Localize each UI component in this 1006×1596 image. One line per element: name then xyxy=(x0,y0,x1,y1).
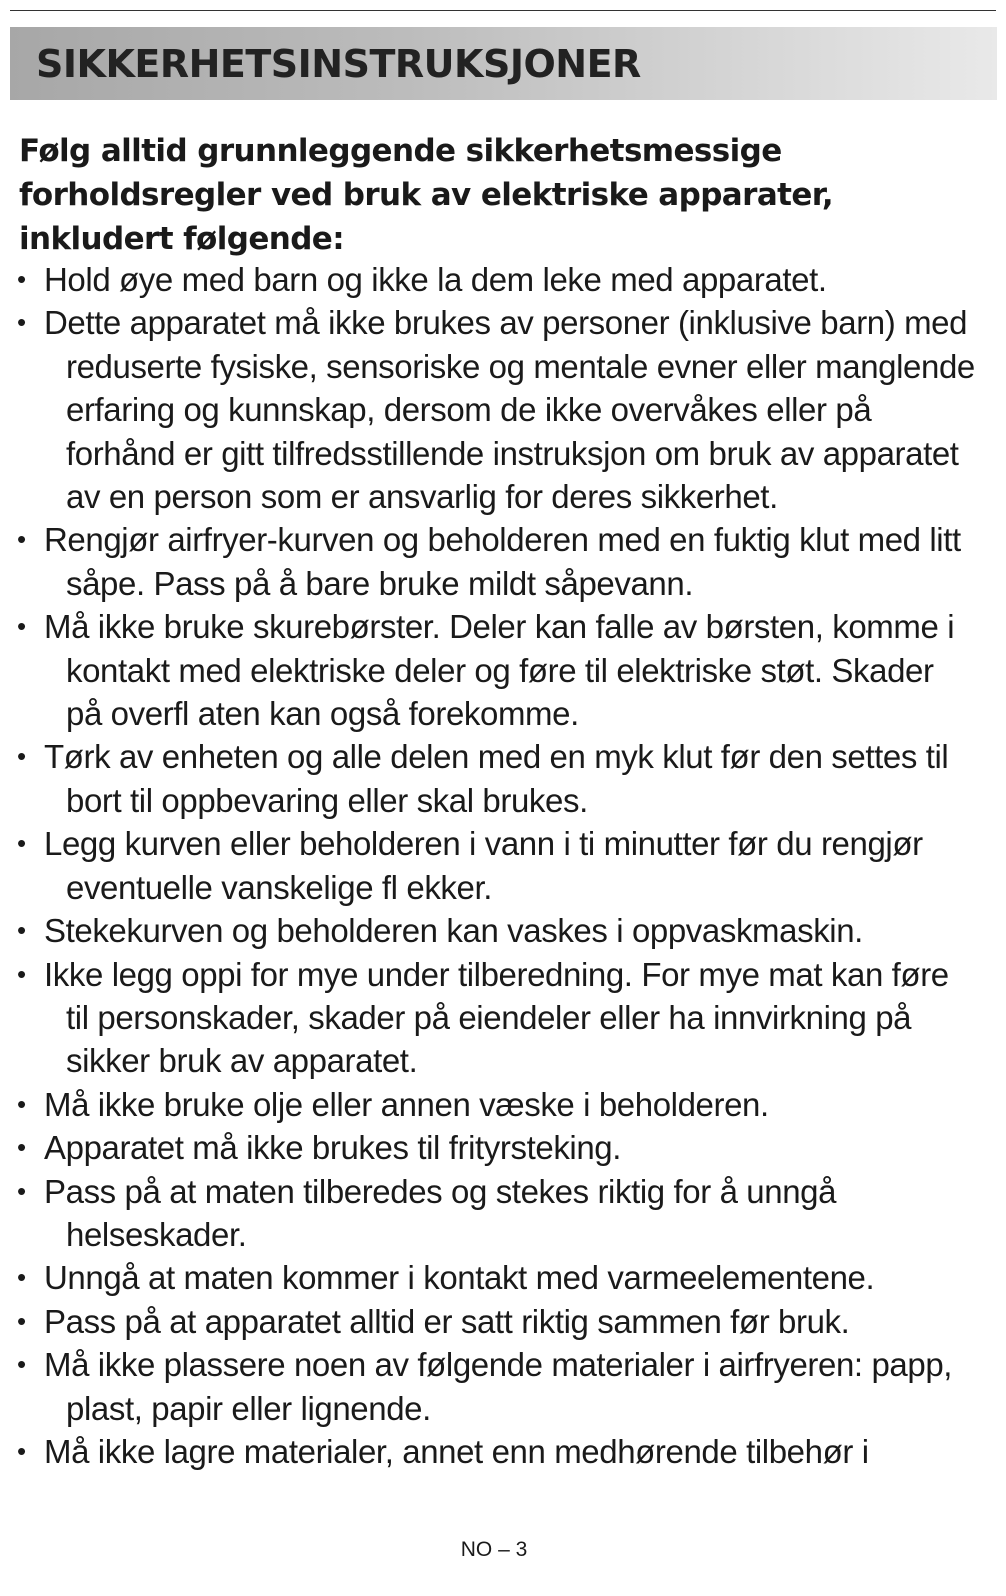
list-item xyxy=(0,1126,976,1169)
list-item xyxy=(0,605,976,735)
list-item xyxy=(0,735,976,822)
bullet-icon: • xyxy=(17,307,26,338)
safety-instructions-list xyxy=(0,258,1006,1473)
list-item-text: Må ikke bruke skurebørster. Deler kan falle av børsten, komme i kontakt med elektriske deler og føre til elektriske støt. Skader på overfl aten kan også forekomme. xyxy=(44,608,955,733)
bullet-icon: • xyxy=(17,828,26,859)
bullet-icon: • xyxy=(17,264,26,294)
list-item xyxy=(0,258,976,301)
list-item-text: Stekekurven og beholderen kan vaskes i oppvaskmaskin. xyxy=(44,912,863,950)
list-item xyxy=(0,1300,976,1343)
list-item xyxy=(0,1430,976,1473)
bullet-icon: • xyxy=(17,1132,26,1163)
list-item-text: Tørk av enheten og alle delen med en myk klut før den settes til bort til oppbevaring eller skal brukes. xyxy=(44,738,949,819)
list-item xyxy=(0,822,976,909)
bullet-icon: • xyxy=(17,1175,26,1206)
bullet-icon: • xyxy=(17,524,26,555)
list-item-text: Legg kurven eller beholderen i vann i ti minutter før du rengjør eventuelle vanskelige fl ekker. xyxy=(44,825,923,906)
list-item-text: Ikke legg oppi for mye under tilberedning. For mye mat kan føre til personskader, skader på eiendeler eller ha innvirkning på sikker bruk av apparatet. xyxy=(44,955,949,1080)
bullet-icon: • xyxy=(17,1435,26,1466)
bullet-icon: • xyxy=(17,1262,26,1293)
list-item xyxy=(0,1170,976,1257)
list-item xyxy=(0,518,976,605)
bullet-icon: • xyxy=(17,1349,26,1380)
bullet-icon: • xyxy=(17,611,26,642)
list-item xyxy=(0,953,976,1083)
list-item-text: Pass på at apparatet alltid er satt riktig sammen før bruk. xyxy=(44,1302,850,1340)
list-item xyxy=(0,1343,976,1430)
bullet-icon: • xyxy=(17,1305,26,1336)
list-item-text: Dette apparatet må ikke brukes av personer (inklusive barn) med reduserte fysiske, sensoriske og mentale evner eller manglende erfaring og kunnskap, dersom de ikke overvåkes eller på forhånd er gitt tilfredsstillende instruksjon om bruk av apparatet av en person som er ansvarlig for deres sikkerhet. xyxy=(44,304,975,516)
list-item xyxy=(0,1083,976,1126)
list-item xyxy=(0,909,976,952)
list-item-text: Hold øye med barn og ikke la dem leke med apparatet. xyxy=(44,261,827,298)
list-item-text: Må ikke lagre materialer, annet enn medhørende tilbehør i xyxy=(44,1432,869,1470)
list-item-text: Må ikke bruke olje eller annen væske i beholderen. xyxy=(44,1085,769,1123)
bullet-icon: • xyxy=(17,741,26,772)
list-item-text: Unngå at maten kommer i kontakt med varmeelementene. xyxy=(44,1259,875,1297)
section-title: SIKKERHETSINSTRUKSJONER xyxy=(36,42,641,86)
bullet-icon: • xyxy=(17,915,26,946)
page-number: NO – 3 xyxy=(460,1538,528,1561)
list-item xyxy=(0,301,976,518)
bullet-icon: • xyxy=(17,958,26,989)
list-item-text: Må ikke plassere noen av følgende materialer i airfryeren: papp, plast, papir eller lignende. xyxy=(44,1346,953,1427)
top-rule xyxy=(10,10,996,11)
list-item-text: Rengjør airfryer-kurven og beholderen med en fuktig klut med litt såpe. Pass på å bare bruke mildt såpevann. xyxy=(44,521,961,602)
bullet-icon: • xyxy=(17,1088,26,1119)
section-header xyxy=(10,27,997,100)
list-item xyxy=(0,1256,976,1299)
intro-text: Følg alltid grunnleggende sikkerhetsmessige forholdsregler ved bruk av elektriske apparater, inkludert følgende: xyxy=(19,133,834,257)
list-item-text: Pass på at maten tilberedes og stekes riktig for å unngå helseskader. xyxy=(44,1172,837,1253)
list-item-text: Apparatet må ikke brukes til frityrsteking. xyxy=(44,1129,622,1167)
